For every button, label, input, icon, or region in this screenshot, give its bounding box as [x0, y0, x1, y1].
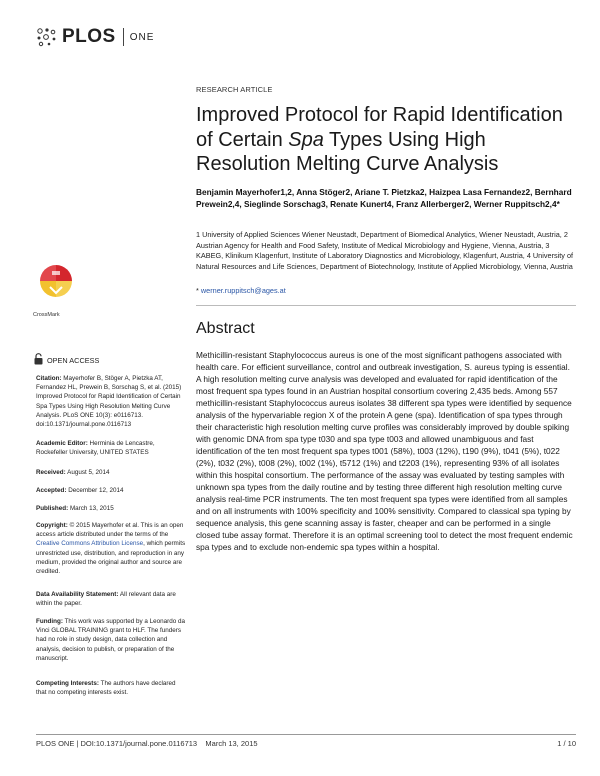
academic-editor-text: Herminia de Lencastre, Rockefeller University, UNITED STATES	[36, 440, 155, 457]
footer-divider	[36, 734, 576, 735]
author-list: Benjamin Mayerhofer1,2, Anna Stöger2, Ariane T. Pietzka2, Haizpea Lasa Fernandez2, Bernhard Prewein2,4, Sieglinde Sorschag3, Renate Kunert4, Franz Allerberger2, Werner Ruppitsch2,4*	[196, 187, 572, 209]
published-block	[36, 504, 186, 513]
abstract-text: Methicillin-resistant Staphylococcus aureus is one of the most significant pathogens associated with health care. For efficient surveillance, control and outbreak investigation, S. aureus typing is essential. A high resolution melting curve analysis was developed and evaluated for rapid identification of the most frequent spa types found in an Austrian hospital consortium covering 2,435 beds. Among 557 methicillin-resistant Staphylococcus aureus isolates 38 different spa types were identified by sequence analysis of the hypervariable region X of the protein A gene (spa). Identification of spa types through their characteristic high resolution melting curve profiles was considerably improved by double spiking with genomic DNA from spa type t030 and spa type t003 and allowed unambiguous and fast identification of the ten most frequent spa types t001 (58%), t003 (12%), t190 (9%), t041 (5%), t022 (2%), t032 (2%), t008 (2%), t002 (1%), t5712 (1%) and t2203 (1%), representing 93% of all isolates within this hospital consortium. The performance of the assay was evaluated by testing samples with unknown spa types from the daily routine and by testing three different high resolution melting curve analysis real-time PCR instruments. The ten most frequent spa types were identified from all samples and on all instruments with 100% specificity and 100% sensitivity. Compared to classical spa typing by sequence analysis, this gene scanning assay is faster, cheaper and can be performed in a single closed tube assay format. Therefore it is an optimal screening tool to detect the most frequent endemic spa types and to exclude non-endemic spa types within a hospital.	[196, 350, 573, 552]
license-link[interactable]: Creative Commons Attribution License	[36, 540, 144, 548]
article-title	[196, 103, 576, 177]
footer-citation: PLOS ONE | DOI:10.1371/journal.pone.0116713 March 13, 2015	[36, 739, 258, 748]
academic-editor-block	[36, 439, 186, 457]
received-date: August 5, 2014	[67, 469, 110, 476]
copyright-block	[36, 521, 186, 576]
citation-label: Citation:	[36, 375, 62, 382]
title-part-1: Improved Protocol for Rapid Identification of Certain	[196, 104, 563, 151]
accepted-label: Accepted:	[36, 487, 67, 494]
citation-text: Mayerhofer B, Stöger A, Pietzka AT, Fernandez HL, Prewein B, Sorschag S, et al. (2015) Improved Protocol for Rapid Identification of Certain Spa Types Using High Resolution Melting Curve Analysis. PLoS ONE 10(3): e0116713. doi:10.1371/journal.pone.0116713	[36, 375, 182, 429]
corresponding-author	[196, 286, 286, 295]
accepted-date: December 12, 2014	[68, 487, 124, 494]
received-label: Received:	[36, 469, 66, 476]
open-lock-icon	[34, 353, 43, 367]
open-access-badge	[34, 353, 99, 367]
page-number: 1 / 10	[557, 739, 576, 748]
data-availability-block	[36, 590, 186, 608]
article-type: RESEARCH ARTICLE	[196, 85, 273, 94]
funding-block	[36, 617, 186, 663]
corr-marker: *	[196, 286, 199, 295]
corr-email-link[interactable]: werner.ruppitsch@ages.at	[200, 286, 286, 295]
title-part-2: Types Using High Resolution Melting Curve Analysis	[196, 128, 499, 175]
funding-label: Funding:	[36, 618, 63, 625]
competing-interests-block	[36, 679, 186, 697]
accepted-block	[36, 486, 186, 495]
logo-divider	[123, 28, 124, 46]
journal-name: ONE	[129, 31, 155, 43]
plos-one-logo	[36, 27, 154, 47]
crossmark-icon[interactable]	[38, 263, 74, 311]
crossmark-label: CrossMark	[33, 312, 60, 318]
copyright-label: Copyright:	[36, 522, 68, 529]
copyright-text-post: , which permits unrestricted use, distribution, and reproduction in any medium, provided the original author and source are credited.	[36, 540, 186, 576]
academic-editor-label: Academic Editor:	[36, 440, 88, 447]
received-block	[36, 468, 186, 477]
funding-text: This work was supported by a Leonardo da Vinci GLOBAL TRAINING grant to HLF. The funders had no role in study design, data collection and analysis, decision to publish, or preparation of the manuscript.	[36, 618, 185, 662]
title-italic: Spa	[288, 128, 324, 151]
plos-brand: PLOS	[62, 26, 116, 47]
competing-interests-label: Competing Interests:	[36, 680, 99, 687]
plos-dots-icon	[36, 27, 58, 47]
data-availability-text: All relevant data are within the paper.	[36, 591, 176, 608]
affiliations: 1 University of Applied Sciences Wiener Neustadt, Department of Biomedical Analytics, Wiener Neustadt, Austria, 2 Austrian Agency for Health and Food Safety, Institute of Medical Microbiology and Hygiene, Vienna, Austria, 3 KABEG, Klinikum Klagenfurt, Institute of Laboratory Diagnostics and Microbiology, Klagenfurt, Austria, 4 University of Natural Resources and Life Sciences, Department of Biotechnology, Institute of Applied Microbiology, Vienna, Austria	[196, 230, 574, 271]
open-access-label: OPEN ACCESS	[47, 355, 100, 365]
published-date: March 13, 2015	[69, 505, 114, 512]
section-divider	[196, 305, 576, 306]
competing-interests-text: The authors have declared that no competing interests exist.	[36, 680, 176, 697]
data-availability-label: Data Availability Statement:	[36, 591, 119, 598]
abstract-heading: Abstract	[196, 320, 255, 337]
copyright-text-pre: © 2015 Mayerhofer et al. This is an open access article distributed under the terms of the	[36, 522, 184, 539]
citation-block	[36, 374, 186, 429]
published-label: Published:	[36, 505, 69, 512]
